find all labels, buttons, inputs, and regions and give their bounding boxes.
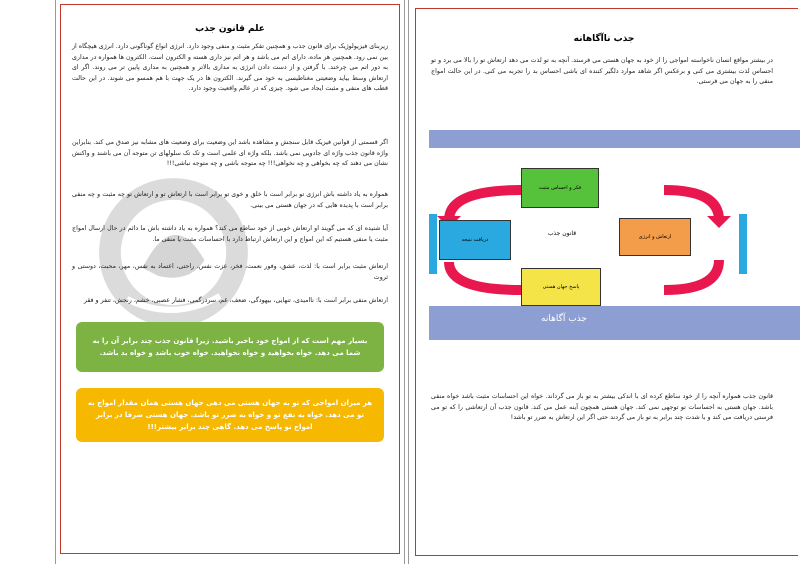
bottom-band: [429, 306, 800, 340]
left-edge-node: [429, 214, 437, 274]
diagram-node-top: فکر و احساس مثبت: [521, 168, 599, 208]
arrow-head-right: [707, 216, 731, 228]
left-paragraph-1: زیربنای فیزیولوژیک برای قانون جذب و همچنین تفکر مثبت و منفی وجود دارد. انرژی انواع گوناگونی دارد. انرژی هیچگاه از بین نمی رود. همچنین هر ماده، دارای اتم می باشد و هر اتم نیز داری هسته و الکترون است. الکترون ها همواره در مداری به دور اتم می چرخند. با گرفتن و از دست دادن انرژی به مداری بالاتر و همچنین به مداری پایین تر می روند. اگر ای ارتعاش وسط بیاید وضعیتی مغناطیسی به خود می گیرند. الکترون ها در یک جهت با هم همسو می شوند. در این حالت قطب های منفی و مثبت ایجاد می شود. چیزی که در عالم واقعیت وجود دارد.: [72, 43, 388, 92]
diagram-node-bottom: پاسخ جهان هستی: [521, 268, 601, 306]
diagram-node-right: ارتعاش و انرژی: [619, 218, 691, 256]
left-paragraph-6: ارتعاش منفی برابر است با: ناامیدی، تنهایی، بیهودگی، ضعف، غم، سردرگمی، فشار عصبی، خشم، رنجش، تنفر و فقر: [83, 297, 388, 304]
top-band: [429, 130, 800, 148]
left-page: [55, 0, 405, 564]
left-paragraph-5: ارتعاش مثبت برابر است با: لذت، عشق، وفور نعمت، فخر، عزت نفس، راحتی، اعتماد به نفس، مهر، محبت، دوستی و ثروت: [72, 263, 388, 281]
left-page-title: علم قانون جذب: [195, 24, 265, 34]
diagram-center-label: قانون جذب: [547, 230, 577, 237]
right-page: [408, 0, 800, 564]
right-page-title: جذب ناآگاهانه: [573, 34, 635, 44]
right-intro-paragraph: در بیشتر مواقع انسان ناخواسته امواجی را از خود به جهان هستی می فرستد. آنچه به تو لذت می دهد ارتعاش تو را بالا می برد و تو احساس لذت بیشتری می کنی و برعکس اگر شاهد موارد دلگیر کننده ای باشی احساس بد را تجربه می کنی. در این حالت امواج منفی را به جهان می فرستی.: [431, 57, 773, 85]
left-paragraph-3: همواره به یاد داشته باش انرژی تو برابر است با خلق و خوی تو برابر است با ارتعاش تو و ارتعاش تو چه مثبت و چه منفی برابر است با پدیده هایی که در جهان هستی می بینی.: [72, 191, 388, 209]
diagram-banner-label: جذب آگاهانه: [541, 314, 587, 324]
left-paragraph-4: آیا شنیده ای که می گویند او ارتعاش خوبی از خود ساطع می کند؟ همواره به یاد داشته باش ما دائم در حال ارسال امواج مثبت یا منفی هستیم که این امواج و این ارتعاش ارتباط دارد با احساسات مثبت یا منفی ما.: [72, 225, 388, 243]
law-of-attraction-diagram: [429, 130, 800, 348]
right-edge-node: [739, 214, 747, 274]
diagram-node-left: دریافت نتیجه: [439, 220, 511, 260]
green-highlight-box: بسیار مهم است که از امواج خود باخبر باشید. زیرا قانون جذب چند برابر آن را به شما می دهد. خواه بخواهید و خواه نخواهید. خواه خوب باشد و خواه بد باشد.: [76, 322, 384, 372]
left-paragraph-2: اگر قسمتی از قوانین فیزیک قابل سنجش و مشاهده باشد این وضعیت برای وضعیت های مشابه نیز صدق می کند. بنابراین واژه قانون جذب واژه ای جادویی نمی باشد. بلکه واژه ای علمی است و تک تک سلولهای تن متوجه آن می باشند و واکنش نشان می دهند که چه بخواهی و چه نخواهی!!! چه متوجه باشی و چه متوجه نباشی!!!: [72, 139, 388, 167]
orange-highlight-box: هر میزان امواجی که تو به جهان هستی می دهی جهان هستی همان مقدار امواج به تو می دهد. خواه به نفع تو و خواه به ضرر تو باشد. جهان هستی صرفا در برابر امواج تو پاسخ می دهد. گاهی چند برابر بیشتر!!!: [76, 388, 384, 442]
right-outro-paragraph: قانون جذب همواره آنچه را از خود ساطع کرده ای با اندکی بیشتر به تو باز می گرداند. خواه این احساسات مثبت باشد خواه منفی باشد. جهان هستی به احساسات تو توجهی نمی کند. جهان هستی همچون آینه عمل می کند. قانون جذب آن ارتعاشی را که تو می فرستی دریافت می کند و با شدت چند برابر به تو باز می گردند حتی اگر این ارتعاش به ضرر تو باشد!: [431, 393, 773, 421]
